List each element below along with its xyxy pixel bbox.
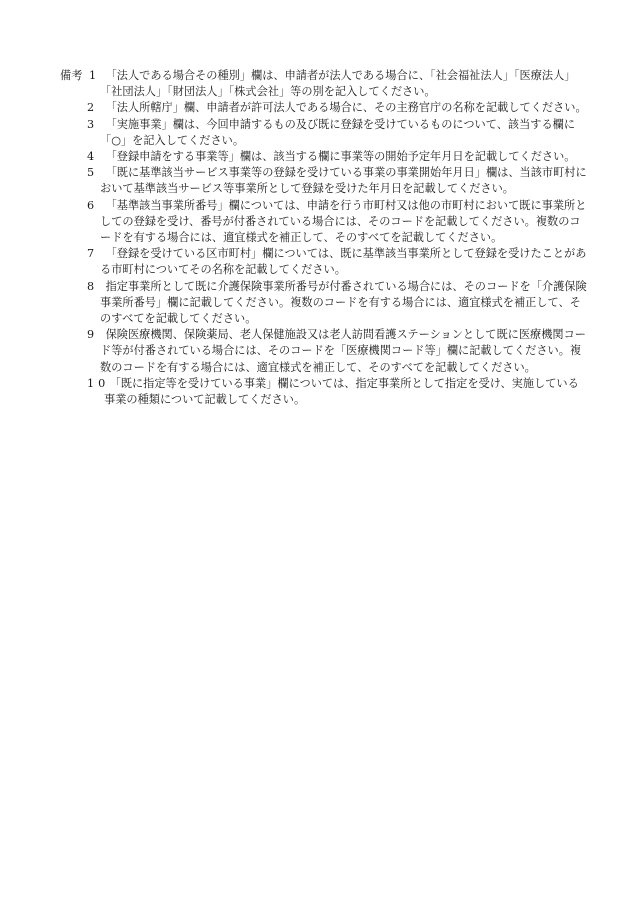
- notes-prefix: 備考: [60, 69, 83, 82]
- note-number: 9: [87, 328, 95, 342]
- note-item: [0, 376, 630, 408]
- note-text: 「既に基準該当サービス事業等の登録を受けている事業の事業開始年月日」欄は、当該市町村において基準該当サービス等事業所として登録を受けた年月日を記載してください。: [100, 166, 587, 196]
- note-item: [0, 246, 630, 278]
- note-number: 4: [87, 150, 95, 164]
- note-number: 3: [87, 117, 95, 131]
- note-number: 2: [87, 101, 95, 115]
- note-text: 「実施事業」欄は、今回申請するもの及び既に登録を受けているものについて、該当する欄に「○」を記入してください。: [100, 117, 576, 147]
- note-item: [0, 149, 630, 165]
- note-item: [0, 279, 630, 328]
- note-text: 「既に指定等を受けている事業」欄については、指定事業所として指定を受け、実施している事業の種類について記載してください。: [104, 376, 579, 407]
- note-number: 5: [87, 166, 95, 180]
- note-number: 7: [87, 247, 95, 261]
- note-number: 10: [87, 376, 110, 390]
- note-text: 指定事業所として既に介護保険事業所番号が付番されている場合には、そのコードを「介護保険事業所番号」欄に記載してください。複数のコードを有する場合には、適宜様式を補正して、そのすべてを記載してください。: [100, 279, 587, 326]
- note-item: [0, 117, 630, 149]
- note-text: 「登録を受けている区市町村」欄については、既に基準該当事業所として登録を受けたことがある市町村についてその名称を記載してください。: [100, 247, 587, 277]
- note-text: 「基準該当事業所番号」欄については、申請を行う市町村又は他の市町村において既に事業所としての登録を受け、番号が付番されている場合には、そのコードを記載してください。複数のコードを有する場合には、適宜様式を補正して、そのすべてを記載してください。: [100, 198, 587, 245]
- notes-section: [0, 68, 630, 408]
- note-text: 保険医療機関、保険薬局、老人保健施設又は老人訪問看護ステーションとして既に医療機関コード等が付番されている場合には、そのコードを「医療機関コード等」欄に記載してください。複数のコードを有する場合には、適宜様式を補正して、そのすべてを記載してください。: [100, 328, 586, 374]
- note-item: [0, 198, 630, 247]
- note-item: [0, 165, 630, 197]
- note-text: 「登録申請をする事業等」欄は、該当する欄に事業等の開始予定年月日を記載してください。: [105, 150, 576, 164]
- note-text: 「法人である場合その種別」欄は、申請者が法人である場合に、「社会福祉法人」「医療法人」「社団法人」「財団法人」「株式会社」等の別を記入してください。: [100, 69, 576, 99]
- note-number: 1: [89, 69, 97, 82]
- note-number: 6: [87, 198, 95, 212]
- note-item: [0, 68, 630, 100]
- note-item: [0, 327, 630, 376]
- note-item: [0, 100, 630, 116]
- note-text: 「法人所轄庁」欄、申請者が許可法人である場合に、その主務官庁の名称を記載してください。: [105, 101, 587, 115]
- note-number: 8: [87, 279, 95, 293]
